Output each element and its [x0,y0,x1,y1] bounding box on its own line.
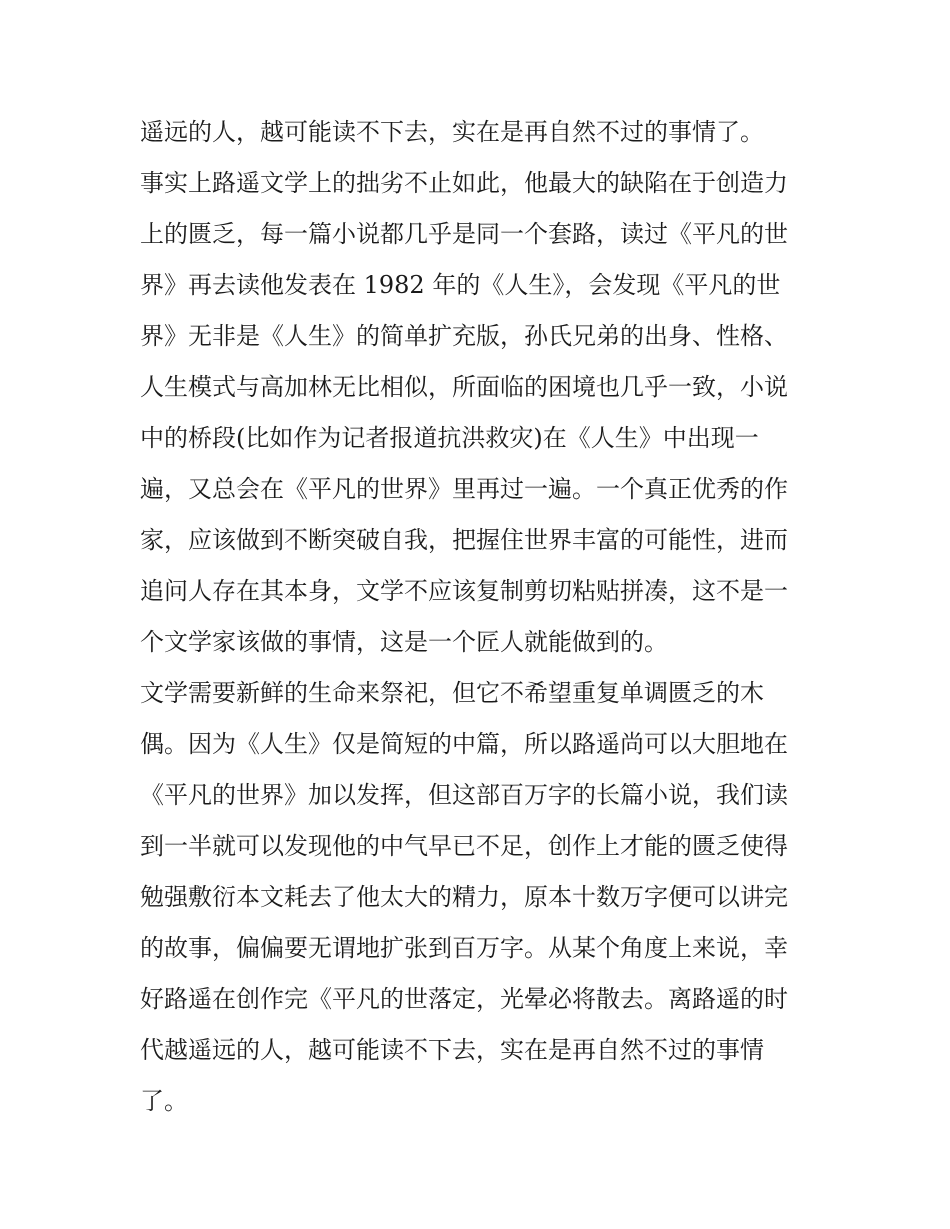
text-line-2: 事实上路遥文学上的拙劣不止如此，他最大的缺陷在于创造力 [140,169,788,197]
text-line-11: 个文学家该做的事情，这是一个匠人就能做到的。 [140,628,668,656]
text-line-9: 家，应该做到不断突破自我，把握住世界丰富的可能性，进而 [140,526,788,554]
document-body-text [140,107,820,1127]
text-line-10: 追问人存在其本身，文学不应该复制剪切粘贴拼凑，这不是一 [140,577,788,605]
text-line-7: 中的桥段(比如作为记者报道抗洪救灾)在《人生》中出现一 [140,424,759,452]
text-line-1: 遥远的人，越可能读不下去，实在是再自然不过的事情了。 [140,118,764,146]
text-line-13: 偶。因为《人生》仅是简短的中篇，所以路遥尚可以大胆地在 [140,730,788,758]
text-line-20: 了。 [140,1087,188,1115]
text-line-3: 上的匮乏，每一篇小说都几乎是同一个套路，读过《平凡的世 [140,220,788,248]
text-line-16: 勉强敷衍本文耗去了他太大的精力，原本十数万字便可以讲完 [140,883,788,911]
text-line-8: 遍，又总会在《平凡的世界》里再过一遍。一个真正优秀的作 [140,475,788,503]
text-line-18: 好路遥在创作完《平凡的世落定，光晕必将散去。离路遥的时 [140,985,788,1013]
text-line-5: 界》无非是《人生》的简单扩充版，孙氏兄弟的出身、性格、 [140,322,788,350]
text-line-12: 文学需要新鲜的生命来祭祀，但它不希望重复单调匮乏的木 [140,679,764,707]
text-line-6: 人生模式与高加林无比相似，所面临的困境也几乎一致，小说 [140,373,788,401]
text-line-19: 代越遥远的人，越可能读不下去，实在是再自然不过的事情 [140,1036,764,1064]
text-line-4: 界》再去读他发表在 1982 年的《人生》，会发现《平凡的世 [140,271,781,299]
text-line-15: 到一半就可以发现他的中气早已不足，创作上才能的匮乏使得 [140,832,788,860]
text-line-17: 的故事，偏偏要无谓地扩张到百万字。从某个角度上来说，幸 [140,934,788,962]
text-line-14: 《平凡的世界》加以发挥，但这部百万字的长篇小说，我们读 [140,781,788,809]
